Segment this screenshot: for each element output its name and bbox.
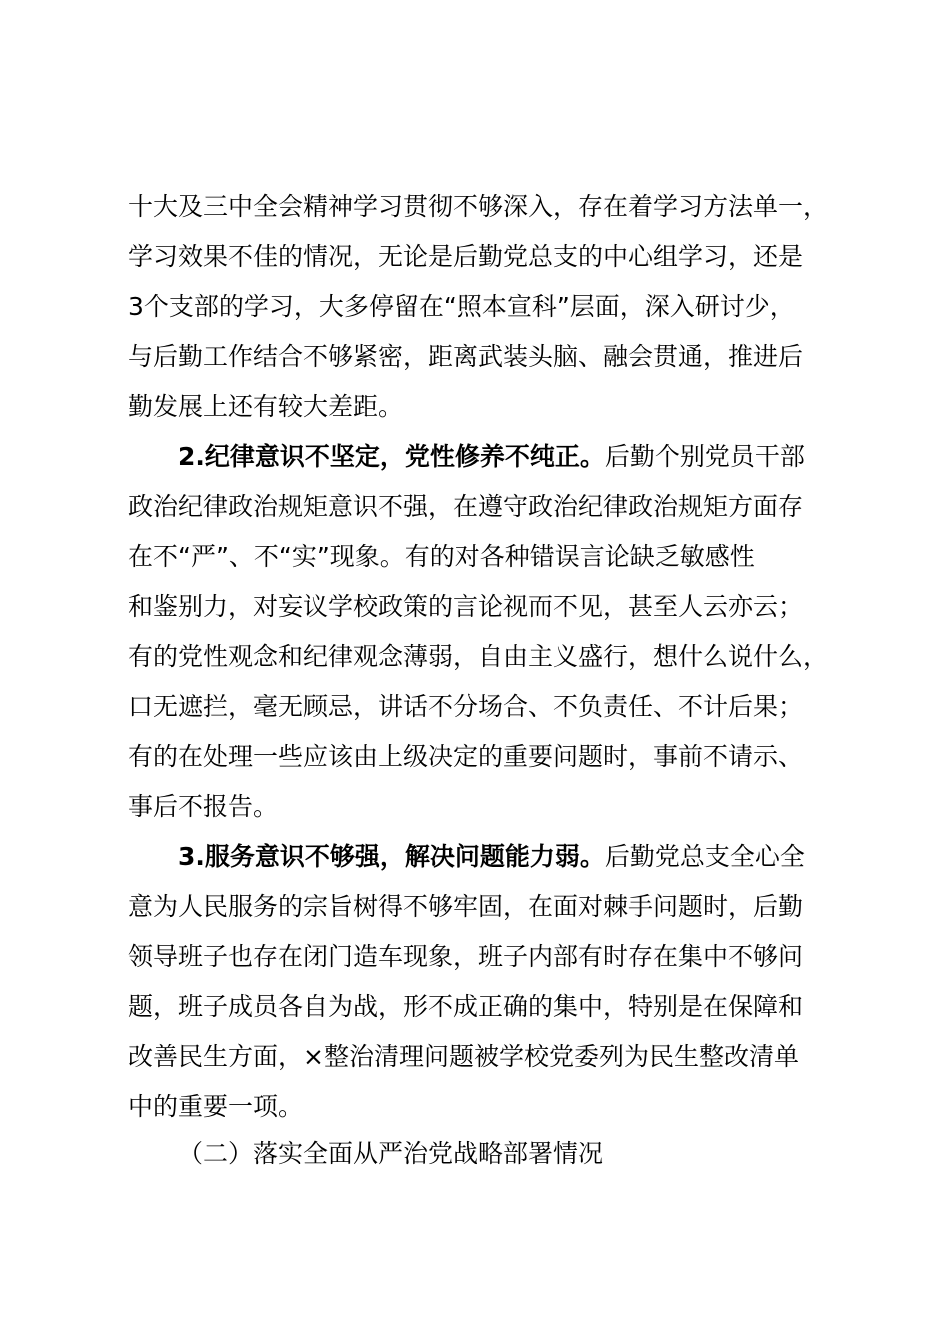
- paragraph-line: 在不“严”、不“实”现象。有的对各种错误言论缺乏敏感性: [128, 542, 755, 571]
- section-heading: （二）落实全面从严治党战略部署情况: [178, 1139, 604, 1168]
- paragraph-line: 改善民生方面，×整治清理问题被学校党委列为民生整改清单: [128, 1042, 799, 1071]
- paragraph-line: 领导班子也存在闭门造车现象，班子内部有时存在集中不够问: [128, 942, 804, 971]
- paragraph-line: 题，班子成员各自为战，形不成正确的集中，特别是在保障和: [128, 992, 804, 1021]
- item-2-first-line-text: 后勤个别党员干部: [604, 442, 805, 471]
- item-3-first-line-text: 后勤党总支全心全: [604, 842, 805, 871]
- paragraph-line: 学习效果不佳的情况，无论是后勤党总支的中心组学习，还是: [128, 242, 804, 271]
- paragraph-line: 十大及三中全会精神学习贯彻不够深入，存在着学习方法单一，: [128, 192, 829, 221]
- paragraph-line: 和鉴别力，对妄议学校政策的言论视而不见，甚至人云亦云；: [128, 592, 804, 621]
- paragraph-line: 勤发展上还有较大差距。: [128, 392, 404, 421]
- item-3-first-line: [178, 839, 868, 875]
- paragraph-line: 事后不报告。: [128, 792, 279, 821]
- paragraph-line: 政治纪律政治规矩意识不强，在遵守政治纪律政治规矩方面存: [128, 492, 804, 521]
- item-2-heading: 2.纪律意识不坚定，党性修养不纯正。: [178, 442, 605, 471]
- paragraph-line: 意为人民服务的宗旨树得不够牢固，在面对棘手问题时，后勤: [128, 892, 804, 921]
- paragraph-line: 有的在处理一些应该由上级决定的重要问题时，事前不请示、: [128, 742, 804, 771]
- paragraph-line: 中的重要一项。: [128, 1092, 304, 1121]
- paragraph-line: 与后勤工作结合不够紧密，距离武装头脑、融会贯通，推进后: [128, 342, 804, 371]
- paragraph-line: 口无遮拦，毫无顾忌，讲话不分场合、不负责任、不计后果；: [128, 692, 804, 721]
- paragraph-line: 3个支部的学习，大多停留在“照本宣科”层面，深入研讨少，: [128, 292, 795, 321]
- paragraph-line: 有的党性观念和纪律观念薄弱，自由主义盛行，想什么说什么，: [128, 642, 829, 671]
- item-2-first-line: [178, 439, 868, 475]
- item-3-heading: 3.服务意识不够强，解决问题能力弱。: [178, 842, 605, 871]
